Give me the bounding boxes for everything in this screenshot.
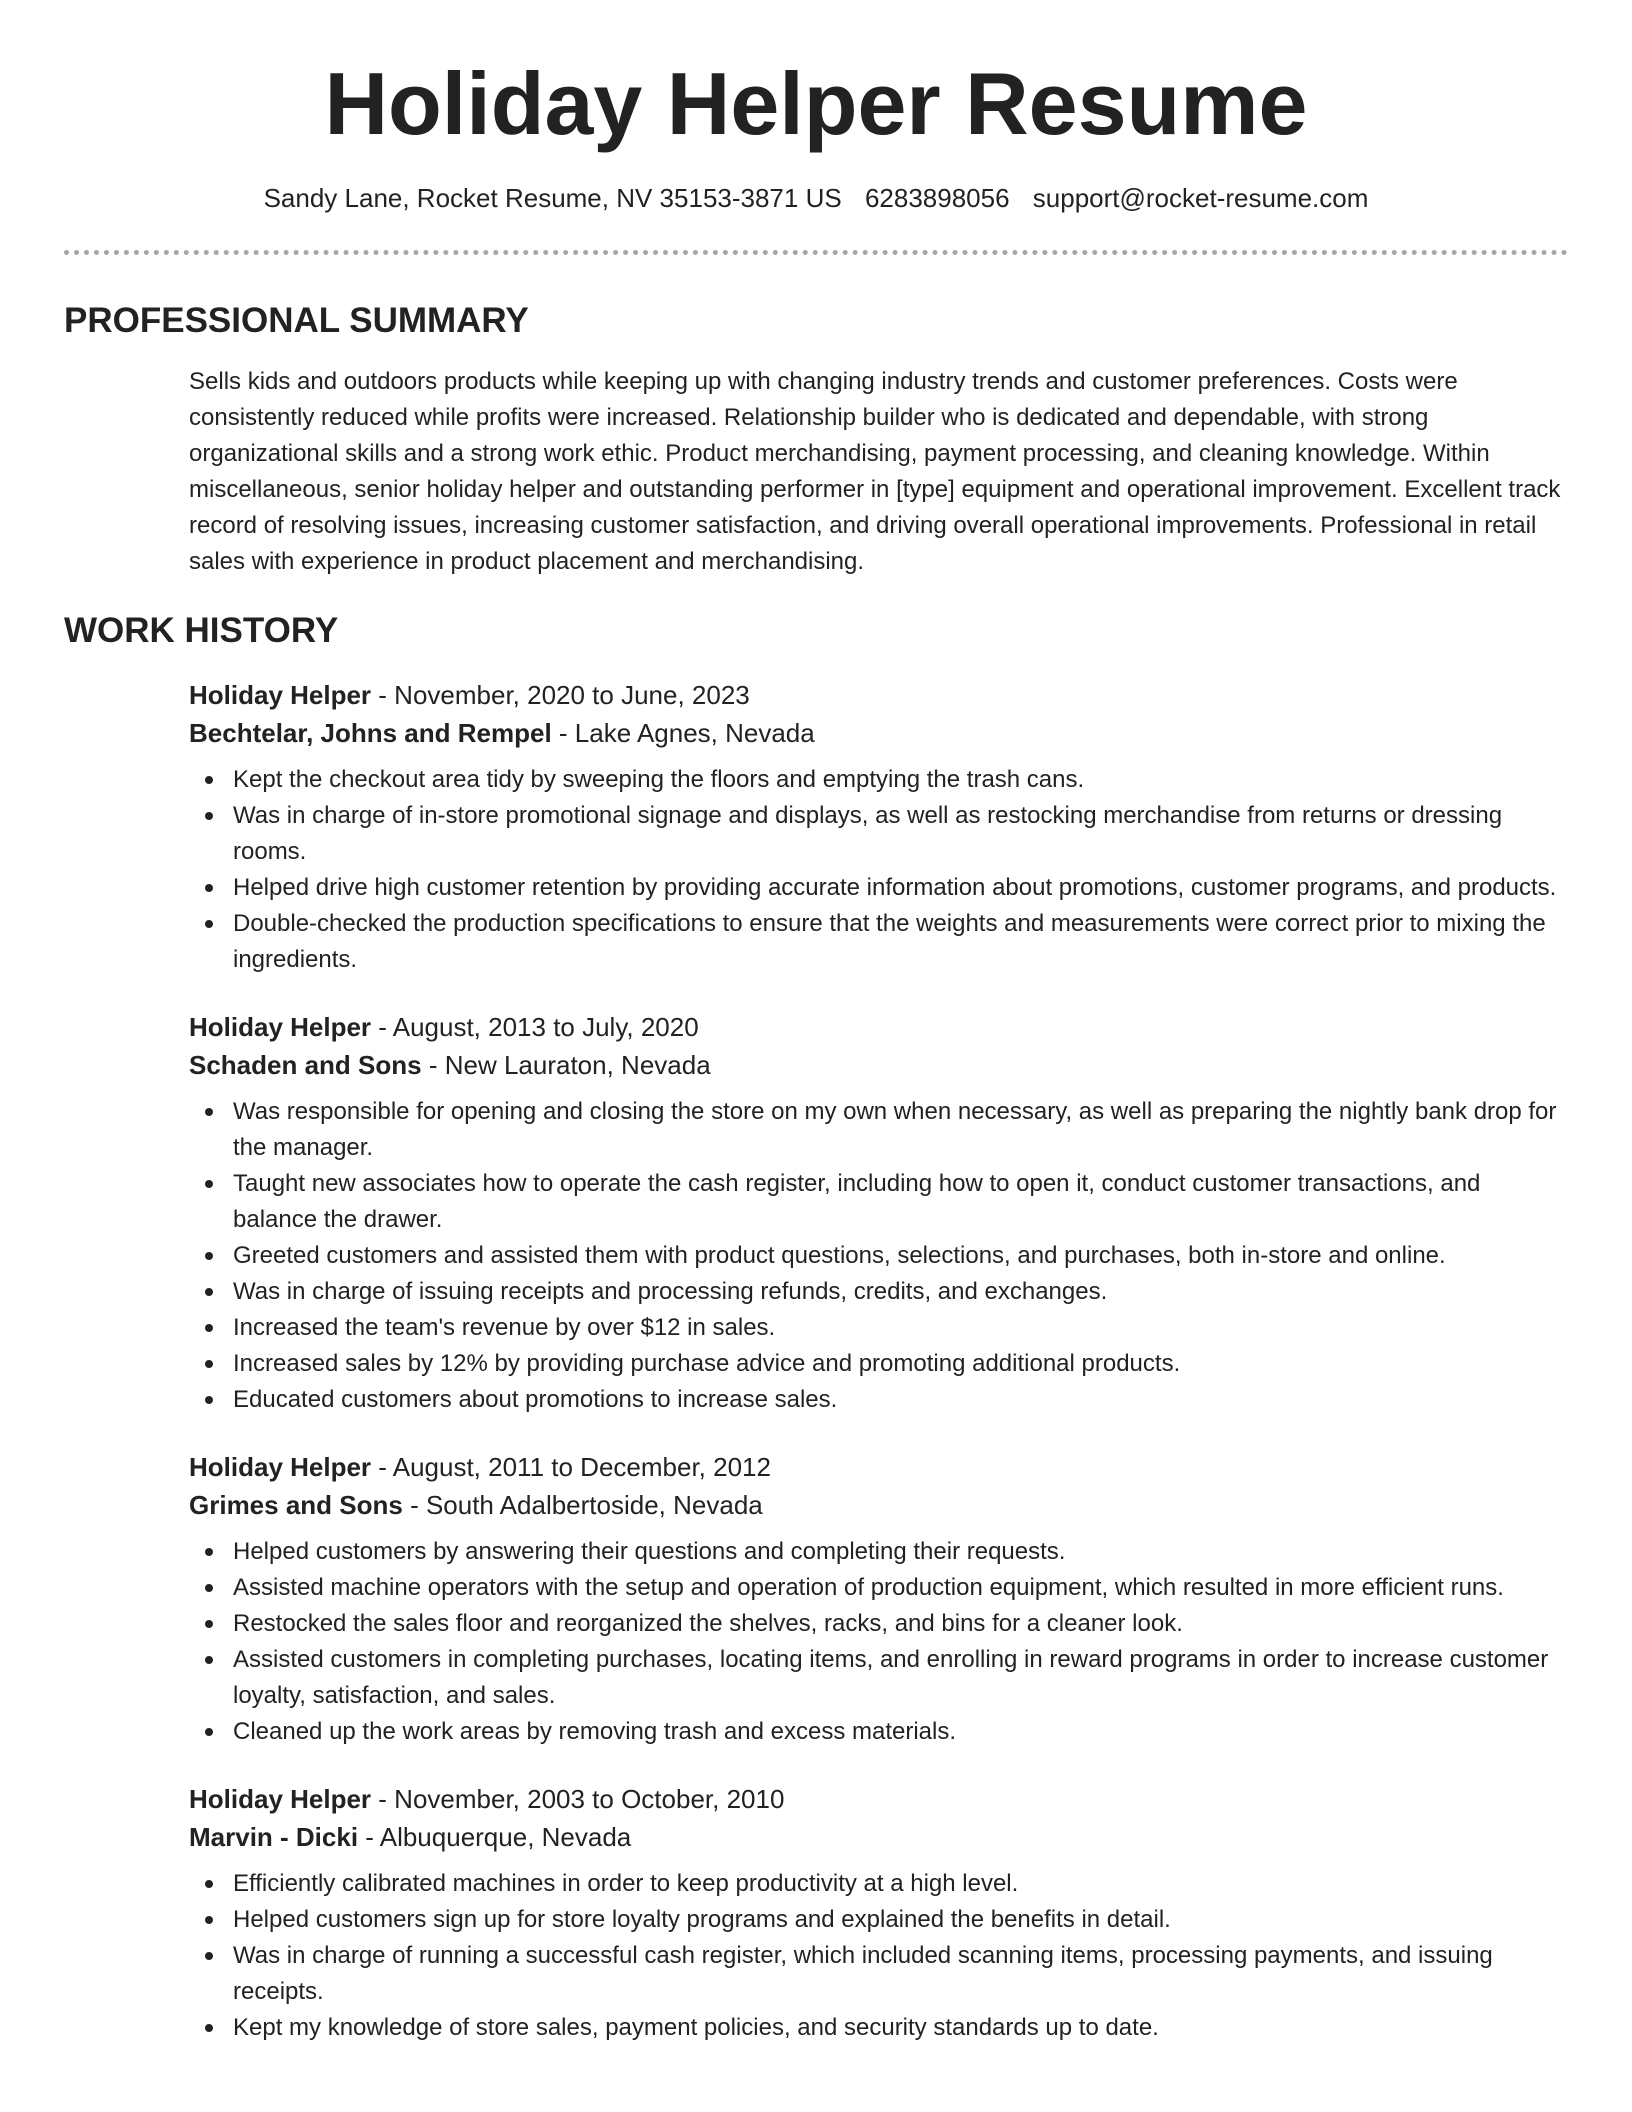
bullet-item: Double-checked the production specifications to ensure that the weights and measurements were correct prior to mixing the ingredients. [233,906,1571,978]
contact-info [0,178,1632,218]
bullet-item: Restocked the sales floor and reorganized the shelves, racks, and bins for a cleaner look. [233,1606,1571,1642]
job-location: - New Lauraton, Nevada [421,1050,711,1080]
bullet-item: Cleaned up the work areas by removing trash and excess materials. [233,1714,1571,1750]
job-title: Holiday Helper [189,1012,372,1042]
bullet-item: Helped customers by answering their questions and completing their requests. [233,1534,1571,1570]
bullet-item: Assisted customers in completing purchases, locating items, and enrolling in reward programs in order to increase customer loyalty, satisfaction, and sales. [233,1642,1571,1714]
job-entry [189,1008,1571,1418]
bullet-item: Helped drive high customer retention by providing accurate information about promotions, customer programs, and products. [233,870,1571,906]
bullet-item: Was in charge of in-store promotional signage and displays, as well as restocking merchandise from returns or dressing rooms. [233,798,1571,870]
job-dates: - August, 2011 to December, 2012 [371,1452,771,1482]
job-company-line [189,1046,1571,1084]
job-bullets [189,1094,1571,1418]
bullet-item: Assisted machine operators with the setup and operation of production equipment, which resulted in more efficient runs. [233,1570,1571,1606]
job-title-line [189,676,1571,714]
job-bullets [189,1534,1571,1750]
page-title: Holiday Helper Resume [324,54,1308,153]
job-entry [189,676,1571,978]
bullet-item: Was in charge of issuing receipts and processing refunds, credits, and exchanges. [233,1274,1571,1310]
job-bullets [189,1866,1571,2046]
job-title: Holiday Helper [189,680,372,710]
job-title-line [189,1448,1571,1486]
job-bullets [189,762,1571,978]
work-history-heading: WORK HISTORY [64,611,339,650]
bullet-item: Efficiently calibrated machines in order to keep productivity at a high level. [233,1866,1571,1902]
bullet-item: Greeted customers and assisted them with product questions, selections, and purchases, both in-store and online. [233,1238,1571,1274]
job-location: - Lake Agnes, Nevada [551,718,815,748]
contact-phone: 6283898056 [864,183,1010,213]
job-location: - South Adalbertoside, Nevada [402,1490,763,1520]
job-title: Holiday Helper [189,1452,372,1482]
job-company-line [189,714,1571,752]
job-company: Bechtelar, Johns and Rempel [189,718,552,748]
bullet-item: Helped customers sign up for store loyalty programs and explained the benefits in detail. [233,1902,1571,1938]
bullet-item: Kept my knowledge of store sales, payment policies, and security standards up to date. [233,2010,1571,2046]
job-title-line [189,1008,1571,1046]
job-company: Marvin - Dicki [189,1822,359,1852]
job-company: Schaden and Sons [189,1050,422,1080]
contact-address: Sandy Lane, Rocket Resume, NV 35153-3871 US [263,183,842,213]
job-location: - Albuquerque, Nevada [358,1822,632,1852]
bullet-item: Educated customers about promotions to increase sales. [233,1382,1571,1418]
job-title-line [189,1780,1571,1818]
job-dates: - August, 2013 to July, 2020 [371,1012,699,1042]
job-dates: - November, 2020 to June, 2023 [371,680,750,710]
work-history-list [189,676,1571,2076]
job-entry [189,1780,1571,2046]
summary-text: Sells kids and outdoors products while keeping up with changing industry trends and customer preferences. Costs were consistently reduced while profits were increased. Relationship builder who is dedicated and dependable, with strong organizational skills and a strong work ethic. Product merchandising, payment processing, and cleaning knowledge. Within miscellaneous, senior holiday helper and outstanding performer in [type] equipment and operational improvement. Excellent track record of resolving issues, increasing customer satisfaction, and driving overall operational improvements. Professional in retail sales with experience in product placement and merchandising. [189,368,1561,575]
contact-email: support@rocket-resume.com [1032,183,1369,213]
summary-heading: PROFESSIONAL SUMMARY [64,301,529,340]
bullet-item: Kept the checkout area tidy by sweeping the floors and emptying the trash cans. [233,762,1571,798]
bullet-item: Taught new associates how to operate the cash register, including how to open it, conduct customer transactions, and balance the drawer. [233,1166,1571,1238]
bullet-item: Was in charge of running a successful cash register, which included scanning items, processing payments, and issuing receipts. [233,1938,1571,2010]
job-dates: - November, 2003 to October, 2010 [371,1784,785,1814]
header-divider [64,250,1568,255]
bullet-item: Was responsible for opening and closing the store on my own when necessary, as well as preparing the nightly bank drop for the manager. [233,1094,1571,1166]
job-company-line [189,1486,1571,1524]
job-entry [189,1448,1571,1750]
bullet-item: Increased sales by 12% by providing purchase advice and promoting additional products. [233,1346,1571,1382]
job-title: Holiday Helper [189,1784,372,1814]
bullet-item: Increased the team's revenue by over $12 in sales. [233,1310,1571,1346]
job-company: Grimes and Sons [189,1490,403,1520]
job-company-line [189,1818,1571,1856]
